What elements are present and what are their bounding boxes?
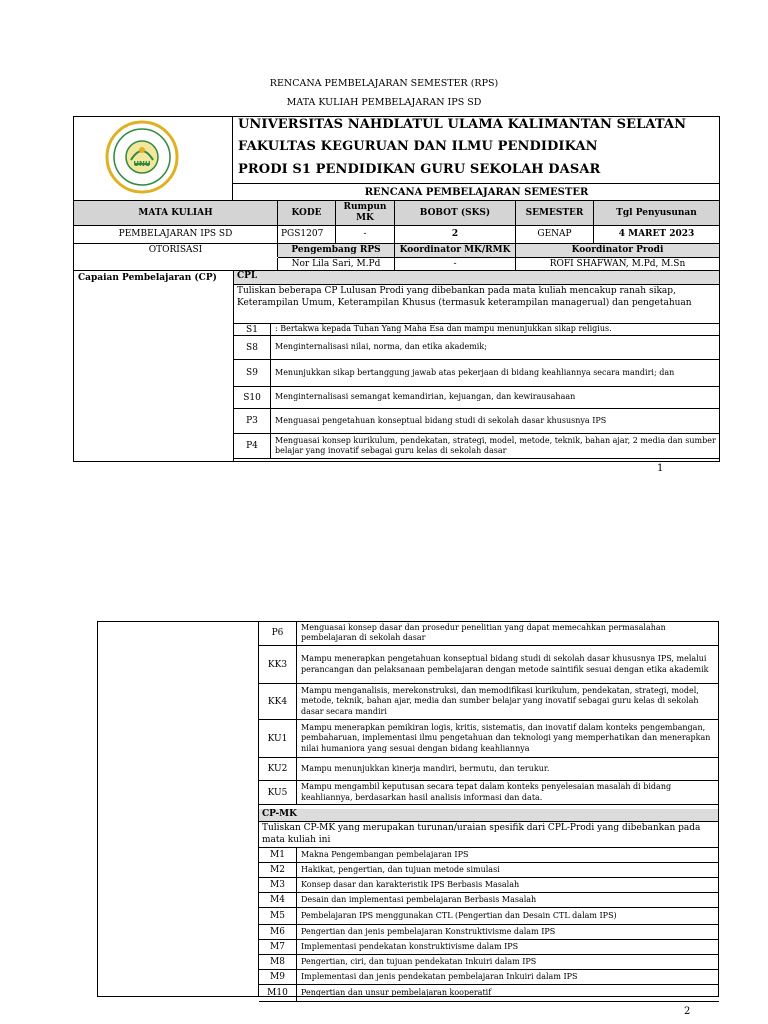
koordinator-prodi-value: ROFI SHAFWAN, M.Pd, M.Sn — [549, 258, 686, 269]
cpl-row-code: KU5 — [259, 781, 297, 804]
cpmk-row-code: M2 — [259, 863, 297, 877]
value-mata-kuliah: PEMBELAJARAN IPS SD — [74, 226, 278, 243]
cpl-row-text: Mampu menerapkan pengetahuan konseptual bidang studi di sekolah dasar khususnya IPS, melalui perancangan dan pelaksanaan pembelajaran dengan metode saintifik sesuai dengan etika akademik — [301, 654, 709, 674]
header-semester: SEMESTER — [516, 201, 594, 225]
cpl-row-text: : Bertakwa kepada Tuhan Yang Maha Esa dan mampu menunjukkan sikap religius. — [275, 324, 612, 334]
logo-text: UNU — [133, 160, 151, 168]
koordinator-prodi-label: Koordinator Prodi — [516, 244, 719, 257]
pengembang-label: Pengembang RPS — [278, 244, 395, 257]
cpl-row-text: Menguasai pengetahuan konseptual bidang studi di sekolah dasar khususnya IPS — [275, 415, 607, 425]
cp-label: Capaian Pembelajaran (CP) — [74, 271, 234, 461]
university-logo-icon — [105, 120, 179, 194]
document-subtitle: MATA KULIAH PEMBELAJARAN IPS SD — [286, 97, 482, 108]
cpmk-row-code: M10 — [259, 985, 297, 1001]
cpl-row-code: S10 — [234, 387, 271, 408]
otorisasi-label: OTORISASI — [74, 244, 278, 257]
header-rumpun: Rumpun MK — [336, 201, 395, 225]
cpl-row-text: Menguasai konsep kurikulum, pendekatan, strategi, model, metode, teknik, bahan ajar, 2 media dan sumber belajar yang inovatif sebagai guru kelas di sekolah dasar — [275, 435, 716, 455]
cpl-row-code: S1 — [234, 324, 271, 335]
header-mata-kuliah: MATA KULIAH — [74, 201, 278, 225]
cpmk-label: CP-MK — [259, 809, 718, 821]
rps-heading: RENCANA PEMBELAJARAN SEMESTER — [364, 186, 589, 198]
koordinator-mk-label: Koordinator MK/RMK — [395, 244, 516, 257]
koordinator-mk-value: - — [395, 258, 516, 270]
cpl-row-text: Mampu mengambil keputusan secara tepat dalam konteks penyelesaian masalah di bidang keahliannya, berdasarkan hasil analisis informasi dan data. — [301, 782, 672, 802]
document-title: RENCANA PEMBELAJARAN SEMESTER (RPS) — [269, 78, 499, 89]
cpmk-row-text: Pengertian dan unsur pembelajaran kooperatif — [301, 987, 492, 997]
cpl-row-code: P3 — [234, 409, 271, 433]
cpl-row-text: Menguasai konsep dasar dan prosedur penelitian yang dapat memecahkan permasalahan pembelajaran di sekolah dasar — [301, 622, 666, 642]
cpmk-row-code: M1 — [259, 848, 297, 862]
divider — [259, 1001, 719, 1002]
cpmk-row-text: Konsep dasar dan karakteristik IPS Berbasis Masalah — [301, 879, 520, 889]
cpmk-row-text: Desain dan implementasi pembelajaran Berbasis Masalah — [301, 894, 537, 904]
value-bobot: 2 — [395, 226, 516, 243]
logo-area — [73, 116, 233, 200]
cpl-row-code: S9 — [234, 360, 271, 386]
cpl-row-code: P6 — [259, 621, 297, 645]
cpmk-row-text: Implementasi dan jenis pendekatan pembelajaran Inkuiri dalam IPS — [301, 971, 578, 981]
cpmk-row-code: M3 — [259, 878, 297, 892]
cpmk-row-text: Pengertian, ciri, dan tujuan pendekatan Inkuiri dalam IPS — [301, 956, 537, 966]
cpmk-row-code: M8 — [259, 955, 297, 969]
header-kode: KODE — [278, 201, 336, 225]
divider — [234, 458, 720, 459]
cpl-row-code: KU2 — [259, 758, 297, 780]
pengembang-value: Nor Lila Sari, M.Pd — [278, 258, 395, 270]
cpl-row-text: Menunjukkan sikap bertanggung jawab atas pekerjaan di bidang keahliannya secara mandiri; dan — [275, 367, 675, 377]
value-rumpun: - — [336, 226, 395, 243]
header-tgl: Tgl Penyusunan — [594, 201, 719, 225]
cpmk-row-code: M5 — [259, 908, 297, 924]
cpl-row-code: P4 — [234, 434, 271, 458]
cpl-intro: Tuliskan beberapa CP Lulusan Prodi yang dibebankan pada mata kuliah mencakup ranah sikap, Keterampilan Umum, Keterampilan Khusus (termasuk keterampilan managerual) dan pengetahuan — [237, 286, 692, 308]
header-bobot: BOBOT (SKS) — [395, 201, 516, 225]
divider — [259, 804, 719, 805]
cpl-row-text: Menginternalisasi semangat kemandirian, kejuangan, dan kewirausahaan — [275, 392, 576, 402]
cpmk-row-code: M6 — [259, 925, 297, 939]
cpmk-intro: Tuliskan CP-MK yang merupakan turunan/uraian spesifik dari CPL-Prodi yang dibebankan pada mata kuliah ini — [262, 823, 701, 845]
cpmk-row-text: Implementasi pendekatan konstruktivisme dalam IPS — [301, 941, 519, 951]
cpmk-row-code: M4 — [259, 893, 297, 907]
cpl-row-code: KK3 — [259, 646, 297, 683]
program-name: PRODI S1 PENDIDIKAN GURU SEKOLAH DASAR — [238, 162, 601, 177]
cpl-row-code: KU1 — [259, 720, 297, 757]
cpmk-row-code: M9 — [259, 970, 297, 984]
cpmk-row-text: Makna Pengembangan pembelajaran IPS — [301, 849, 469, 859]
cpl-label: CPL — [234, 271, 719, 284]
cpl-row-text: Menginternalisasi nilai, norma, dan etika akademik; — [275, 342, 487, 352]
faculty-name: FAKULTAS KEGURUAN DAN ILMU PENDIDIKAN — [238, 139, 598, 154]
otorisasi-blank — [74, 258, 278, 270]
value-semester: GENAP — [516, 226, 594, 243]
cpmk-row-text: Hakikat, pengertian, dan tujuan metode simulasi — [301, 864, 500, 874]
cpl-row-text: Mampu menerapkan pemikiran logis, kritis, sistematis, dan inovatif dalam konteks pengembangan, pembaharuan, implementasi ilmu pengetahuan dan teknologi yang memperhatikan dan menerapkan nilai humaniora yang sesuai dengan bidang keahliannya — [301, 722, 711, 753]
cpmk-row-text: Pembelajaran IPS menggunakan CTL (Pengertian dan Desain CTL dalam IPS) — [301, 910, 617, 920]
university-name: UNIVERSITAS NAHDLATUL ULAMA KALIMANTAN SELATAN — [238, 117, 687, 132]
value-kode: PGS1207 — [278, 226, 336, 243]
cpmk-row-code: M7 — [259, 940, 297, 954]
cpl-row-text: Mampu menganalisis, merekonstruksi, dan memodifikasi kurikulum, pendekatan, strategi, model, metode, teknik, bahan ajar, media dan sumber belajar yang inovatif sebagai guru kelas di sekolah dasar secara mandiri — [301, 685, 699, 716]
cpl-row-text: Mampu menunjukkan kinerja mandiri, bermutu, dan terukur. — [301, 763, 550, 773]
value-tgl: 4 MARET 2023 — [618, 229, 695, 239]
cpl-row-code: S8 — [234, 336, 271, 359]
page-number: 1 — [657, 463, 664, 474]
cpl-row-code: KK4 — [259, 684, 297, 719]
page-number: 2 — [684, 1006, 691, 1017]
cpmk-row-text: Pengertian dan jenis pembelajaran Konstruktivisme dalam IPS — [301, 926, 556, 936]
